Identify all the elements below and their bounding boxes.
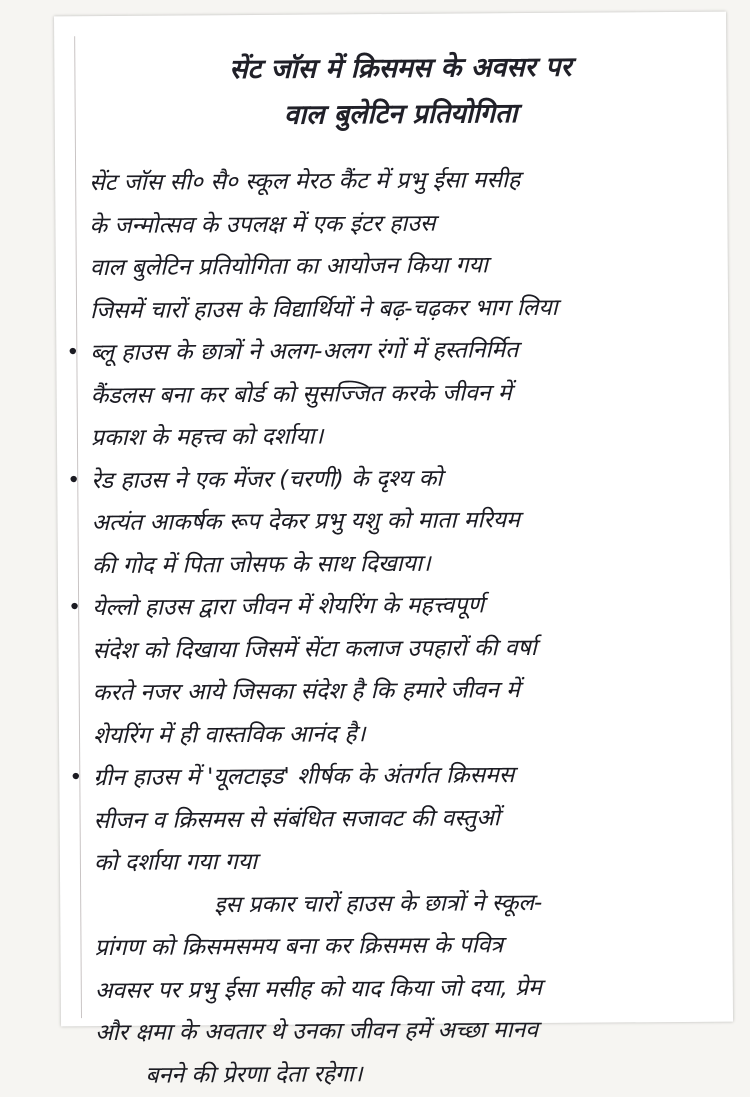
green-house-line: को दर्शाया गया गया bbox=[93, 848, 258, 877]
closing-line: प्रांगण को क्रिसमसमय बना कर क्रिसमस के पवित्र bbox=[94, 932, 504, 962]
red-house-line: अत्यंत आकर्षक रूप देकर प्रभु यशु को माता मरियम bbox=[91, 507, 521, 537]
blue-house-line: कैंडलस बना कर बोर्ड को सुसज्जित करके जीवन में bbox=[90, 379, 512, 409]
paper-sheet bbox=[54, 12, 733, 1089]
green-house-line: सीजन व क्रिसमस से संबंधित सजावट की वस्तुओं bbox=[93, 804, 500, 834]
bullet-marker: • bbox=[68, 595, 82, 621]
yellow-house-line: • येल्लो हाउस द्वारा जीवन में शेयरिंग के महत्त्वपूर्ण bbox=[92, 583, 716, 630]
title-line-1: सेंट जॉस में क्रिसमस के अवसर पर bbox=[229, 51, 572, 86]
bullet-marker: • bbox=[66, 340, 80, 366]
bullet-marker: • bbox=[69, 765, 83, 791]
handwritten-text bbox=[66, 44, 719, 1097]
title-line-2: वाल बुलेटिन प्रतियोगिता bbox=[283, 98, 518, 131]
intro-line: के जन्मोत्सव के उपलक्ष में एक इंटर हाउस bbox=[89, 210, 436, 239]
closing-line: इस प्रकार चारों हाउस के छात्रों ने स्कूल- bbox=[214, 889, 543, 918]
margin-line bbox=[74, 36, 82, 1018]
closing-line: बनने की प्रेरणा देता रहेगा। bbox=[145, 1060, 363, 1089]
red-house-line: की गोद में पिता जोसफ के साथ दिखाया। bbox=[91, 550, 431, 579]
red-house-line: • रेड हाउस ने एक मेंजर (चरणी) के दृश्य को bbox=[91, 455, 715, 502]
closing-line: और क्षमा के अवतार थे उनका जीवन हमें अच्छा मानव bbox=[95, 1016, 539, 1047]
yellow-house-line: करते नजर आये जिसका संदेश है कि हमारे जीवन में bbox=[92, 677, 520, 707]
yellow-house-line: शेयरिंग में ही वास्तविक आनंद है। bbox=[92, 720, 366, 749]
bullet-marker: • bbox=[67, 467, 81, 493]
blue-house-line: • ब्लू हाउस के छात्रों ने अलग-अलग रंगों में हस्तनिर्मित bbox=[90, 328, 714, 375]
intro-line: सेंट जॉस सी० सै० स्कूल मेरठ कैंट में प्रभु ईसा मसीह bbox=[89, 167, 521, 197]
blue-house-line: प्रकाश के महत्त्व को दर्शाया। bbox=[90, 423, 324, 452]
intro-line: वाल बुलेटिन प्रतियोगिता का आयोजन किया गया bbox=[89, 252, 488, 282]
intro-line: जिसमें चारों हाउस के विद्यार्थियों ने बढ़-चढ़कर भाग लिया bbox=[89, 294, 558, 324]
yellow-house-line: संदेश को दिखाया जिसमें सेंटा कलाज उपहारों की वर्षा bbox=[92, 634, 537, 664]
closing-line: अवसर पर प्रभु ईसा मसीह को याद किया जो दया, प्रेम bbox=[94, 974, 543, 1004]
green-house-line: • ग्रीन हाउस में 'यूलटाइड' शीर्षक के अंतर्गत क्रिसमस bbox=[93, 753, 717, 800]
